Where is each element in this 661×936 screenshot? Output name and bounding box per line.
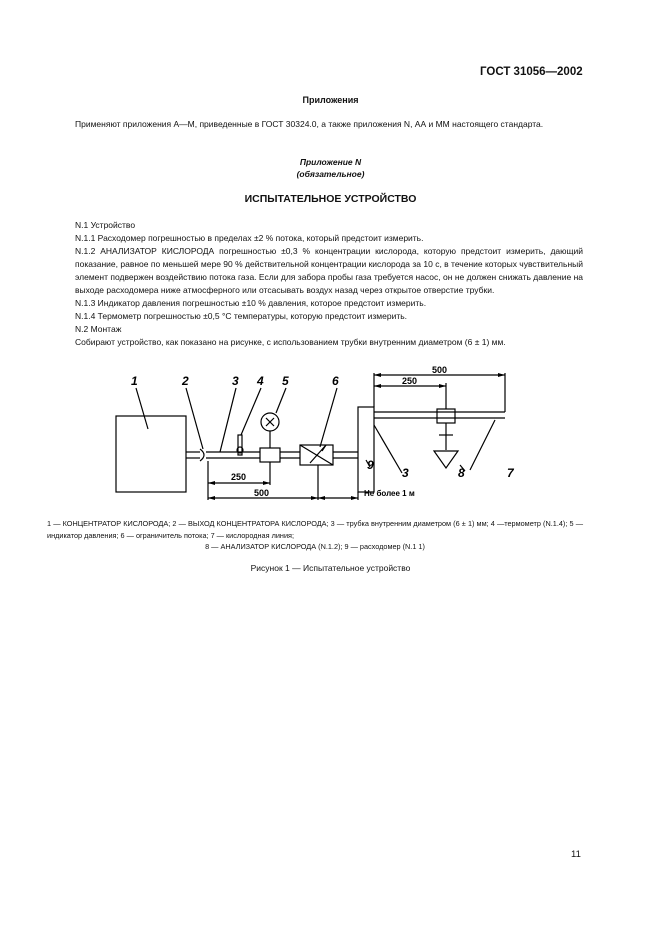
main-title: ИСПЫТАТЕЛЬНОЕ УСТРОЙСТВО	[244, 193, 417, 205]
label-3-right: 3	[402, 466, 409, 480]
label-8: 8	[458, 466, 465, 480]
intro-paragraph: Применяют приложения А—М, приведенные в ГОСТ 30324.0, а также приложения N, АА и ММ настоящего стандарта.	[75, 119, 544, 129]
concentrator-outlet	[200, 449, 204, 461]
label-6: 6	[332, 374, 339, 388]
label-4: 4	[257, 374, 264, 388]
flowmeter	[358, 407, 374, 492]
label-3: 3	[232, 374, 239, 388]
appendix-status: (обязательное)	[296, 169, 365, 179]
dim-250-bottom: 250	[231, 472, 247, 482]
paragraph-assembly: Собирают устройство, как показано на рисунке, с использованием трубки внутренним диаметром (6 ± 1) мм.	[75, 337, 506, 347]
concentrator-box	[116, 416, 186, 492]
pressure-tee	[260, 448, 280, 462]
paragraph-n1-1: N.1.1 Расходомер погрешностью в пределах ±2 % потока, который предстоит измерить.	[75, 233, 424, 243]
oxygen-analyzer	[434, 451, 458, 468]
paragraph-n1-3: N.1.3 Индикатор давления погрешностью ±10 % давления, которое предстоит измерить.	[75, 298, 427, 308]
dim-250-top: 250	[402, 376, 418, 386]
label-7: 7	[507, 466, 514, 480]
body-text	[75, 219, 583, 349]
appendix-title: Приложение N	[299, 157, 362, 167]
section-title: Приложения	[302, 95, 359, 105]
label-5: 5	[282, 374, 289, 388]
paragraph-n1-4: N.1.4 Термометр погрешностью ±0,5 °С температуры, которую предстоит измерить.	[75, 311, 408, 321]
page-number: 11	[571, 849, 581, 860]
dim-500-top: 500	[432, 365, 448, 375]
analyzer-tee	[437, 409, 455, 423]
appendix-heading	[0, 156, 661, 180]
legend-line-2: 8 — АНАЛИЗАТОР КИСЛОРОДА (N.1.2); 9 — расходомер (N.1 1)	[205, 542, 425, 551]
standard-number: ГОСТ 31056—2002	[480, 66, 583, 78]
paragraph-n1: N.1 Устройство	[75, 220, 136, 230]
figure-legend	[47, 518, 583, 553]
label-2: 2	[182, 374, 189, 388]
label-1: 1	[131, 374, 138, 388]
label-9: 9	[367, 458, 374, 472]
dim-500-bottom: 500	[254, 488, 270, 498]
figure-caption: Рисунок 1 — Испытательное устройство	[250, 563, 411, 573]
dim-note: Не более 1 м	[364, 489, 415, 498]
paragraph-n1-2: N.1.2 АНАЛИЗАТОР КИСЛОРОДА погрешностью ±0,3 % концентрации кислорода, которую предстоит измерить, дающий показание, равное по меньшей мере 90 % действительной концентрации кислорода за 10 с, в течение которых чувствительный элемент подвержен воздействию потока газа. Если для забора пробы газа требуется насос, он не должен снижать давление на выходе расходомера ниже атмосферного или отсасывать воздух назад через открытое отверстие трубки.	[75, 246, 583, 295]
legend-line-1: 1 — КОНЦЕНТРАТОР КИСЛОРОДА; 2 — ВЫХОД КОНЦЕНТРАТОРА КИСЛОРОДА; 3 — трубка внутренним диаметром (6 ± 1) мм; 4 —термометр (N.1.4); 5 — индикатор давления; 6 — ограничитель потока; 7 — кислородная линия;	[47, 519, 583, 540]
paragraph-n2: N.2 Монтаж	[75, 324, 122, 334]
test-apparatus-diagram	[100, 365, 530, 510]
